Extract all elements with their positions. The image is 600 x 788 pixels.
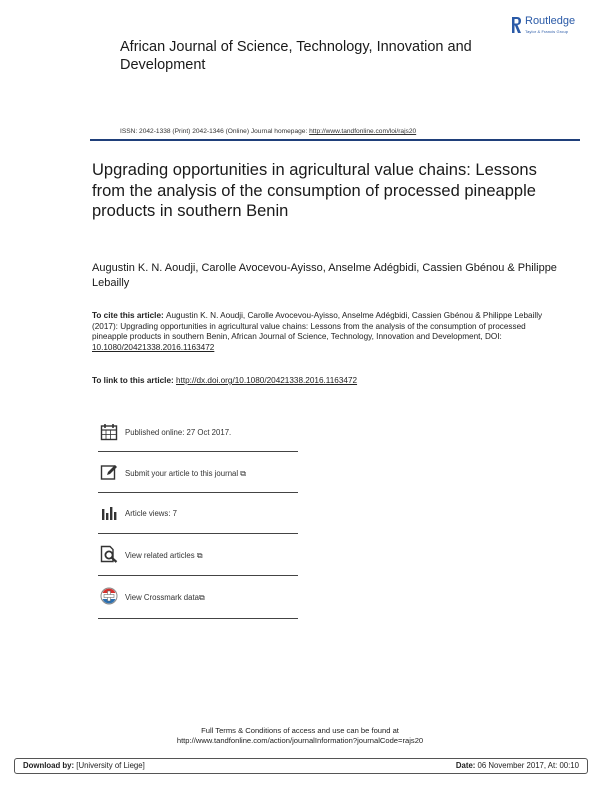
crossmark-label[interactable]: View Crossmark data	[125, 593, 199, 602]
submit-article-label[interactable]: Submit your article to this journal	[125, 469, 239, 478]
article-link-label: To link to this article:	[92, 376, 177, 385]
external-link-icon: ⧉	[198, 593, 205, 602]
citation-doi-link[interactable]: 10.1080/20421338.2016.1163472	[92, 342, 215, 352]
issn-text: ISSN: 2042-1338 (Print) 2042-1346 (Online) Journal homepage:	[120, 128, 310, 135]
crossmark-link[interactable]	[125, 593, 205, 603]
downloaded-by-label: Download by:	[23, 761, 75, 770]
edit-icon	[100, 463, 118, 481]
journal-homepage-link[interactable]: http://www.tandfonline.com/loi/rajs20	[309, 128, 417, 135]
footer-terms	[0, 726, 600, 746]
download-date-value: 06 November 2017, At: 00:10	[475, 761, 579, 770]
article-title: Upgrading opportunities in agricultural value chains: Lessons from the analysis of the consumption of processed pineapple products in southern Benin	[92, 161, 537, 220]
related-articles-row[interactable]	[98, 545, 298, 585]
publisher-tagline: Taylor & Francis Group	[525, 29, 569, 34]
crossmark-row[interactable]	[98, 587, 298, 627]
citation-label: To cite this article:	[92, 311, 167, 320]
issn-line	[120, 128, 416, 135]
article-views-row	[98, 504, 298, 544]
publisher-name: Routledge	[525, 15, 576, 27]
bar-chart-icon	[100, 504, 118, 522]
published-online-label: Published online: 27 Oct 2017.	[125, 428, 232, 437]
citation-block	[92, 311, 562, 353]
publisher-logo	[511, 15, 591, 45]
info-divider	[98, 618, 298, 619]
info-divider	[98, 533, 298, 534]
article-link-block	[92, 376, 562, 387]
submit-article-row[interactable]	[98, 463, 298, 503]
downloaded-by	[23, 761, 145, 770]
related-articles-label[interactable]: View related articles	[125, 551, 195, 560]
external-link-icon: ⧉	[240, 469, 246, 478]
journal-title: African Journal of Science, Technology, Innovation and Development	[120, 39, 472, 73]
external-link-icon: ⧉	[196, 551, 203, 560]
info-divider	[98, 492, 298, 493]
article-doi-url-link[interactable]: http://dx.doi.org/10.1080/20421338.2016.1163472	[176, 376, 358, 385]
calendar-icon	[100, 423, 118, 441]
routledge-r-icon	[511, 16, 522, 34]
article-views-label: Article views: 7	[125, 509, 177, 518]
download-date	[456, 761, 579, 770]
info-divider	[98, 575, 298, 576]
terms-text: Full Terms & Conditions of access and use can be found at	[201, 726, 399, 735]
download-info-bar	[14, 758, 588, 774]
terms-url-link[interactable]: http://www.tandfonline.com/action/journalInformation?journalCode=rajs20	[176, 736, 424, 745]
published-online-row	[98, 423, 298, 463]
related-articles-icon	[100, 545, 118, 563]
downloaded-by-value: [University of Liege]	[74, 761, 145, 770]
download-date-label: Date:	[455, 761, 476, 770]
related-articles-link[interactable]	[125, 551, 203, 561]
submit-article-link[interactable]	[125, 469, 246, 479]
header-divider	[90, 139, 580, 141]
info-divider	[98, 451, 298, 452]
article-authors: Augustin K. N. Aoudji, Carolle Avocevou-Ayisso, Anselme Adégbidi, Cassien Gbénou & Philippe Lebailly	[92, 262, 557, 289]
crossmark-icon	[100, 587, 118, 605]
citation-text: Augustin K. N. Aoudji, Carolle Avocevou-Ayisso, Anselme Adégbidi, Cassien Gbénou & Philippe Lebailly (2017): Upgrading opportunities in agricultural value chains: Lessons from the analysis of the consumption of processed pineapple products in southern Benin, African Journal of Science, Technology, Innovation and Development, DOI:	[92, 311, 543, 341]
